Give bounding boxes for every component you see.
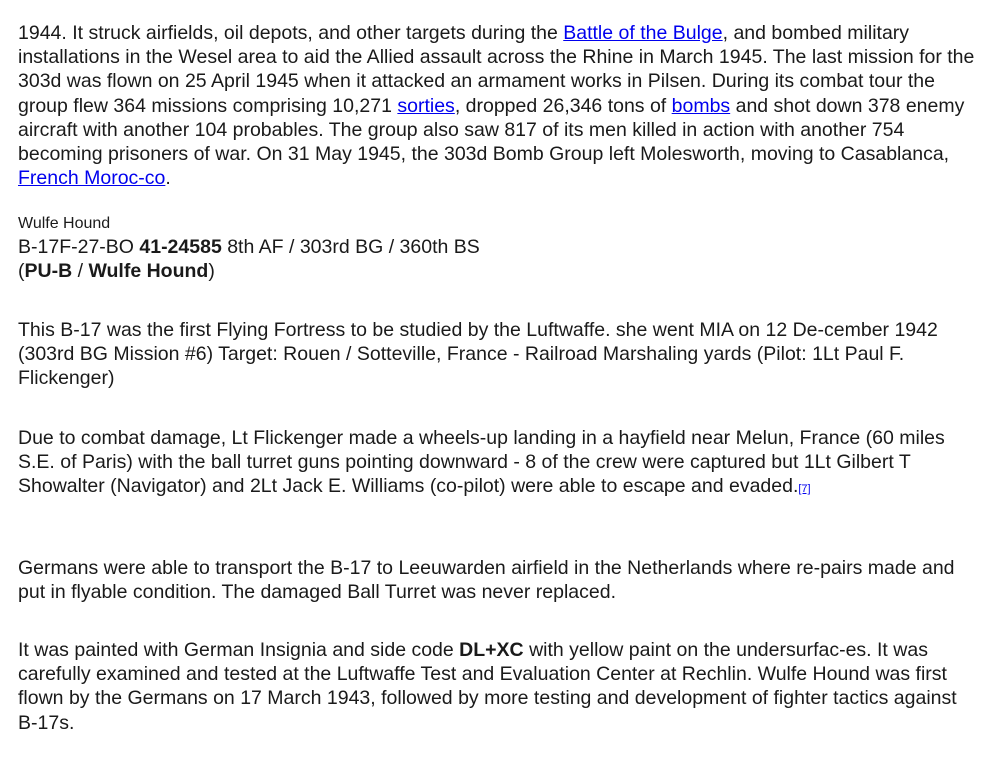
aircraft-units: 8th AF / 303rd BG / 360th BS [221,236,480,258]
image-caption: Wulfe Hound [18,215,111,232]
link-bombs[interactable]: bombs [671,94,731,117]
aircraft-model: B-17F-27-BO [18,236,140,258]
paren-open: ( [18,260,25,283]
para-text: , and bombed military installations in the Wesel area to aid the Allied assault across the Rhine in March 1945. The last mission for the 303d was flown on 25 April 1945 when it attacked an armament works in Pilsen. During its combat tour the group flew 364 missions comprising 10,271 [18,22,975,117]
paragraph-group-history [18,21,980,190]
paragraph-first-fortress: This B-17 was the first Flying Fortress to be studied by the Luftwaffe. she went MIA on 12 De-cember 1942 (303rd BG Mission #6) Target: Rouen / Sotteville, France - Railroad Marshaling yards (Pilot: 1Lt Paul F. Flickenger) [18,319,938,390]
side-code: DL+XC [459,639,524,661]
para-text: 1944. It struck airfields, oil depots, and other targets during the [18,22,564,44]
link-french-morocco[interactable]: French Moroc-co [18,167,166,190]
para-text: , dropped 26,346 tons of [454,94,672,117]
aircraft-identification [18,235,980,283]
aircraft-code: PU-B [24,260,73,283]
paragraph-transport: Germans were able to transport the B-17 to Leeuwarden airfield in the Netherlands where re-pairs made and put in flyable condition. The damaged Ball Turret was never replaced. [18,557,955,604]
para-text: and shot down 378 enemy aircraft with another 104 probables. The group also saw 817 of its men killed in action with another 754 becoming prisoners of war. On 31 May 1945, the 303d Bomb Group left Molesworth, moving to Casablanca, [18,94,965,166]
link-battle-of-the-bulge[interactable]: Battle of the Bulge [563,22,723,44]
aircraft-name: Wulfe Hound [88,260,209,283]
paragraph-combat-damage [18,426,980,502]
link-sorties[interactable]: sorties [397,94,455,117]
para-text: with yellow paint on the undersurfac-es. It was carefully examined and tested at the Luftwaffe Test and Evaluation Center at Rechlin. Wulfe Hound was first flown by the Germans on 17 March 1943, followed by more testing and development of fighter tactics against B-17s. [18,639,957,734]
separator: / [72,260,89,283]
reference-link[interactable]: [7] [798,483,811,496]
para-text: Due to combat damage, Lt Flickenger made a wheels-up landing in a hayfield near Melun, France (60 miles S.E. of Paris) with the ball turret guns pointing downward - 8 of the crew were captured but 1Lt Gilbert T Showalter (Navigator) and 2Lt Jack E. Williams (co-pilot) were able to escape and evaded. [18,427,945,498]
para-text: . [165,167,171,190]
paren-close: ) [208,260,215,283]
aircraft-serial: 41-24585 [139,236,222,258]
para-text: It was painted with German Insignia and side code [18,639,460,661]
paragraph-painting [18,638,980,735]
